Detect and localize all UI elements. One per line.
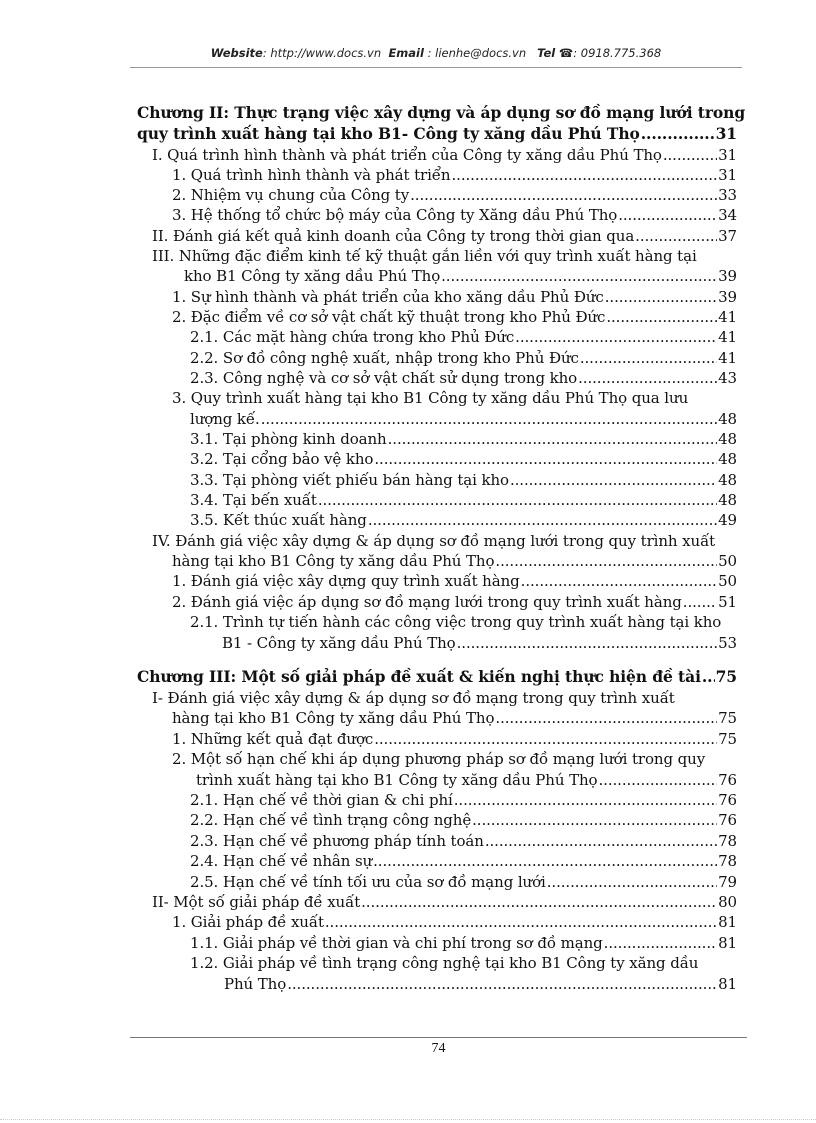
toc-entry: 2.4. Hạn chế về nhân sự ..... 78 [190,852,737,871]
toc-entry: 1. Những kết quả đạt được ..... 75 [172,730,737,749]
toc-entry: 2.2. Hạn chế về tình trạng công nghệ ..... 76 [190,811,737,830]
toc-entry-line1: IV. Đánh giá việc xây dựng & áp dụng sơ đồ mạng lưới trong quy trình xuất [152,532,716,550]
toc-entry: II. Đánh giá kết quả kinh doanh của Công ty trong thời gian qua ..... 37 [152,227,737,246]
toc-entry: 2. Đánh giá việc áp dụng sơ đồ mạng lưới trong quy trình xuất hàng ..... 51 [172,593,737,612]
toc-entry: 3.1. Tại phòng kinh doanh ..... 48 [190,430,737,449]
toc-entry: II- Một số giải pháp đề xuất ..... 80 [152,893,737,912]
page-bottom-border [0,1119,816,1120]
toc-entry: I. Quá trình hình thành và phát triển của Công ty xăng dầu Phú Thọ ..... 31 [152,146,737,165]
toc-entry: hàng tại kho B1 Công ty xăng dầu Phú Thọ ..... 75 [172,709,737,728]
toc-entry: 2.3. Hạn chế về phương pháp tính toán ..... 78 [190,832,737,851]
toc-entry: 2. Nhiệm vụ chung của Công ty ..... 33 [172,186,737,205]
toc-entry: 3.5. Kết thúc xuất hàng ..... 49 [190,511,737,530]
toc-entry: Phú Thọ ..... 81 [224,975,737,994]
toc-entry: 2.3. Công nghệ và cơ sở vật chất sử dụng trong kho ..... 43 [190,369,737,388]
header-divider [130,67,742,68]
website-value: : http://www.docs.vn [262,46,382,60]
website-label: Website [210,46,263,60]
toc-entry-line1: 1.2. Giải pháp về tình trạng công nghệ tại kho B1 Công ty xăng dầu [190,954,699,972]
toc-entry: hàng tại kho B1 Công ty xăng dầu Phú Thọ ..... 50 [172,552,737,571]
tel-label: Tel [537,46,556,60]
toc-entry-line1: 3. Quy trình xuất hàng tại kho B1 Công ty xăng dầu Phú Thọ qua lưu [172,389,689,407]
toc-entry-line1: III. Những đặc điểm kinh tế kỹ thuật gắn liền với quy trình xuất hàng tại [152,247,697,265]
toc-chapter-3-entry: Chương III: Một số giải pháp đề xuất & kiến nghị thực hiện đề tài ..... 75 [137,667,737,686]
toc-entry-line1: I- Đánh giá việc xây dựng & áp dụng sơ đồ mạng trong quy trình xuất [152,689,675,707]
email-label: Email [388,46,424,60]
toc-entry: 1. Đánh giá việc xây dựng quy trình xuất hàng ..... 50 [172,572,737,591]
tel-value: : 0918.775.368 [573,46,662,60]
toc-entry-line1: 2. Một số hạn chế khi áp dụng phương pháp sơ đồ mạng lưới trong quy [172,750,706,768]
toc-entry: B1 - Công ty xăng dầu Phú Thọ ..... 53 [222,634,737,653]
toc-entry: 2.5. Hạn chế về tính tối ưu của sơ đồ mạng lưới ..... 79 [190,873,737,892]
toc-entry: 3. Hệ thống tổ chức bộ máy của Công ty Xăng dầu Phú Thọ ..... 34 [172,206,737,225]
toc-chapter-2-title: Chương II: Thực trạng việc xây dựng và áp dụng sơ đồ mạng lưới trong [137,103,746,122]
phone-icon: ☎ [558,46,574,60]
page-header [130,46,742,60]
toc-chapter-2-entry: quy trình xuất hàng tại kho B1- Công ty xăng dầu Phú Thọ ..... 31 [137,124,737,143]
toc-entry: 1.1. Giải pháp về thời gian và chi phí trong sơ đồ mạng ..... 81 [190,934,737,953]
toc-entry: 3.3. Tại phòng viết phiếu bán hàng tại kho ..... 48 [190,471,737,490]
toc-entry: 3.2. Tại cổng bảo vệ kho ..... 48 [190,450,737,469]
email-value: : lienhe@docs.vn [427,46,527,60]
toc-entry: 1. Sự hình thành và phát triển của kho xăng dầu Phủ Đức ..... 39 [172,288,737,307]
toc-entry-line1: 2.1. Trình tự tiến hành các công việc trong quy trình xuất hàng tại kho [190,613,722,631]
toc-entry: trình xuất hàng tại kho B1 Công ty xăng dầu Phú Thọ ..... 76 [196,771,737,790]
toc-entry: 2.2. Sơ đồ công nghệ xuất, nhập trong kho Phủ Đức ..... 41 [190,349,737,368]
toc-entry: 1. Quá trình hình thành và phát triển ..... 31 [172,166,737,185]
page-number: 74 [431,1041,446,1056]
toc-entry: kho B1 Công ty xăng dầu Phú Thọ ..... 39 [184,267,737,286]
toc-entry: lượng kế. ..... 48 [190,410,737,429]
toc-entry: 2.1. Hạn chế về thời gian & chi phí ..... 76 [190,791,737,810]
toc-entry: 3.4. Tại bến xuất ..... 48 [190,491,737,510]
toc-entry: 2. Đặc điểm về cơ sở vật chất kỹ thuật trong kho Phủ Đức ..... 41 [172,308,737,327]
toc-entry: 2.1. Các mặt hàng chứa trong kho Phủ Đức ..... 41 [190,328,737,347]
footer-divider [130,1037,747,1038]
toc-entry: 1. Giải pháp đề xuất ..... 81 [172,913,737,932]
